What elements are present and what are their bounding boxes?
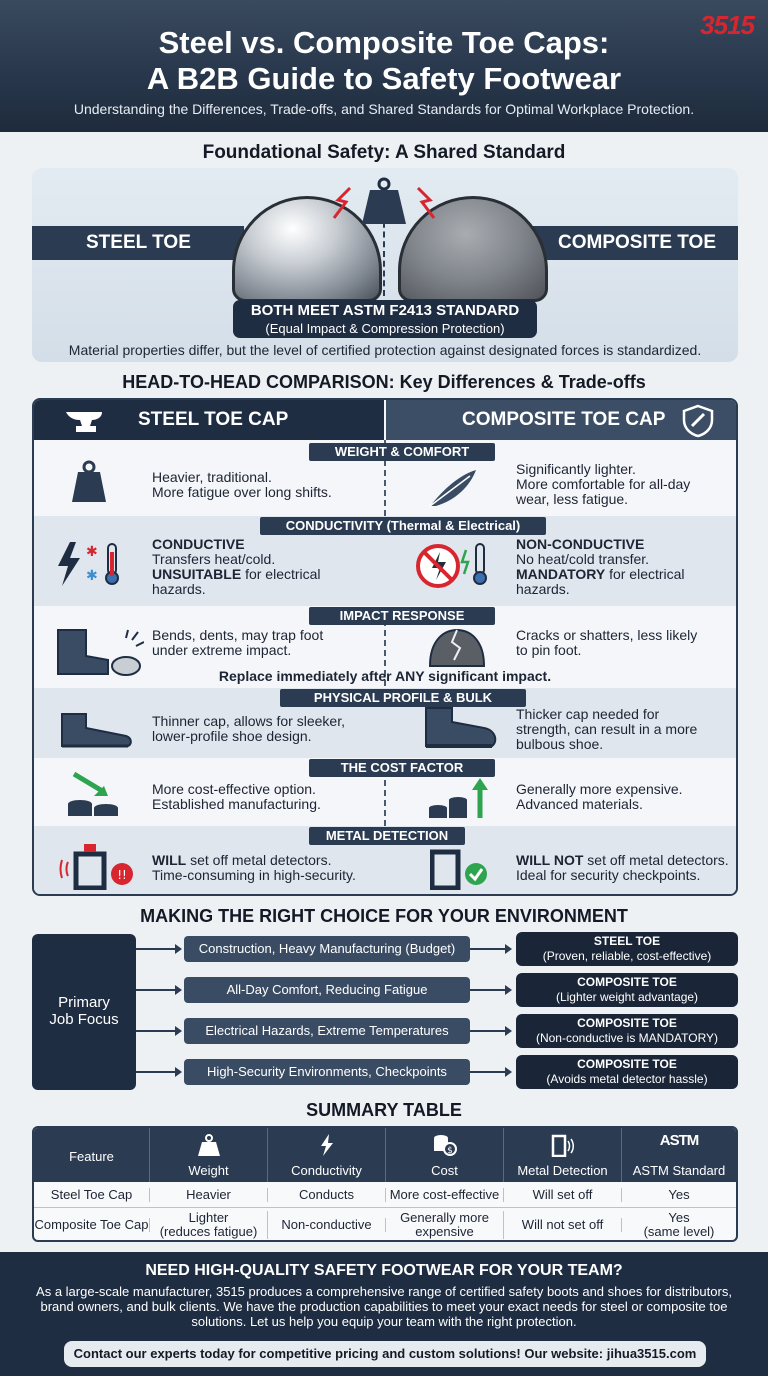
arrow-1-result [470, 948, 510, 950]
table-row [34, 1182, 736, 1208]
foundation-note: Material properties differ, but the level of certified protection against designated forces is standardized. [68, 342, 702, 358]
title-line-1: Steel vs. Composite Toe Caps: [158, 25, 610, 60]
cell-steel-astm: Yes [668, 1187, 690, 1202]
weight-icon [358, 176, 410, 228]
metal-composite-line-1: set off metal detectors. [583, 852, 729, 868]
metal-steel-text [152, 853, 356, 883]
result-2-reason: (Lighter weight advantage) [555, 990, 699, 1004]
impact-composite-line-2: to pin foot. [516, 642, 582, 658]
primary-job-focus [32, 934, 136, 1090]
weight-composite-text [516, 462, 690, 507]
th-conductivity [268, 1128, 386, 1182]
cell-steel-metal: Will set off [504, 1188, 622, 1202]
arrow-3 [136, 1030, 180, 1032]
result-4-title: COMPOSITE TOE [577, 1057, 677, 1071]
th-weight-label: Weight [188, 1163, 229, 1178]
metal-row [34, 826, 736, 896]
cell-line: (reduces fatigue) [159, 1224, 258, 1239]
focus-line-1: Primary [58, 994, 110, 1011]
option-security: High-Security Environments, Checkpoints [184, 1059, 470, 1085]
cost-row [34, 758, 736, 826]
arrow-4-result [470, 1071, 510, 1073]
impact-steel-line-2: under extreme impact. [152, 642, 292, 658]
conductivity-composite-line-2: No heat/cold transfer. [516, 551, 650, 567]
arrow-2-result [470, 989, 510, 991]
footer-cta [0, 1252, 768, 1376]
th-cost-label: Cost [431, 1163, 458, 1178]
anvil-icon [64, 408, 110, 434]
conductivity-composite-text [516, 537, 685, 597]
cost-composite-line-1: Generally more expensive. [516, 781, 683, 797]
metal-pill: METAL DETECTION [309, 827, 465, 845]
conductivity-pill: CONDUCTIVITY (Thermal & Electrical) [260, 517, 546, 535]
weight-composite-line-3: wear, less fatigue. [516, 491, 629, 507]
result-steel-toe [516, 932, 738, 966]
th-feature [34, 1128, 150, 1182]
conductivity-composite-line-3: for electrical [605, 566, 685, 582]
non-conductive-icon [414, 540, 494, 590]
th-feature-label: Feature [69, 1149, 114, 1164]
summary-table [32, 1126, 738, 1242]
cell-steel-conductivity: Conducts [268, 1188, 386, 1202]
comparison-header [34, 400, 736, 440]
comparison-panel [32, 398, 738, 896]
cell-composite-cost [386, 1211, 504, 1239]
lightning-icon [315, 1133, 339, 1157]
result-4-reason: (Avoids metal detector hassle) [546, 1072, 708, 1086]
profile-composite-line-1: Thicker cap needed for [516, 706, 660, 722]
will-not-label: WILL NOT [516, 852, 584, 868]
weight-composite-line-1: Significantly lighter. [516, 461, 636, 477]
coins-dollar-icon [433, 1133, 457, 1157]
feather-icon [426, 466, 480, 510]
cracked-cap-icon [426, 626, 488, 670]
weight-steel-line-2: More fatigue over long shifts. [152, 484, 332, 500]
arrow-2 [136, 989, 180, 991]
table-row [34, 1208, 736, 1242]
weight-pill: WEIGHT & COMFORT [309, 443, 495, 461]
detector-alarm-icon [58, 842, 136, 890]
result-3-reason: (Non-conductive is MANDATORY) [535, 1031, 719, 1045]
impact-steel-line-1: Bends, dents, may trap foot [152, 627, 324, 643]
metal-steel-line-1: set off metal detectors. [186, 852, 332, 868]
impact-composite-line-1: Cracks or shatters, less likely [516, 627, 698, 643]
profile-composite-line-2: strength, can result in a more [516, 721, 698, 737]
detector-pass-icon [430, 844, 492, 890]
impact-row [34, 606, 736, 688]
profile-steel-line-2: lower-profile shoe design. [152, 728, 312, 744]
metal-steel-line-2: Time-consuming in high-security. [152, 867, 356, 883]
weight-steel-text [152, 470, 332, 500]
non-conductive-label: NON-CONDUCTIVE [516, 536, 645, 552]
impact-composite-text [516, 628, 697, 658]
conductivity-steel-line-2: Transfers heat/cold. [152, 551, 276, 567]
cell-line: expensive [415, 1224, 474, 1239]
option-comfort: All-Day Comfort, Reducing Fatigue [184, 977, 470, 1003]
cost-steel-line-2: Established manufacturing. [152, 796, 321, 812]
electric-thermal-icon [54, 540, 124, 588]
profile-composite-text [516, 707, 697, 752]
cell-steel-weight: Heavier [150, 1188, 268, 1202]
shield-icon [682, 404, 714, 438]
impact-spark-right-icon [412, 186, 438, 220]
th-metal-detection [504, 1128, 622, 1182]
astm-badge-title: BOTH MEET ASTM F2413 STANDARD [250, 302, 520, 319]
cost-steel-text [152, 782, 321, 812]
comparison-title: HEAD-TO-HEAD COMPARISON: Key Differences & Trade-offs [122, 372, 646, 392]
impact-steel-text [152, 628, 323, 658]
result-composite-comfort [516, 973, 738, 1007]
svg-text:$: $ [446, 1146, 453, 1156]
cell-line: Yes [668, 1210, 690, 1225]
conductivity-row [34, 516, 736, 606]
subtitle: Understanding the Differences, Trade-offs, and Shared Standards for Optimal Workplace Protection. [73, 101, 695, 117]
composite-column-header: COMPOSITE TOE CAP [386, 400, 736, 440]
impact-spark-left-icon [330, 186, 356, 220]
result-3-title: COMPOSITE TOE [577, 1016, 677, 1030]
brand-logo: 3515 [700, 10, 754, 40]
th-weight [150, 1128, 268, 1182]
th-cost [386, 1128, 504, 1182]
result-1-reason: (Proven, reliable, cost-effective) [542, 949, 712, 963]
astm-badge [233, 300, 537, 338]
weight-composite-line-2: More comfortable for all-day [516, 476, 691, 492]
th-conductivity-label: Conductivity [291, 1163, 362, 1178]
cell-composite-weight [150, 1211, 268, 1239]
cell-steel-cost: More cost-effective [386, 1188, 504, 1202]
th-astm-label: ASTM Standard [632, 1163, 726, 1178]
svg-text:✱: ✱ [86, 544, 98, 560]
cost-composite-line-2: Advanced materials. [516, 796, 643, 812]
cost-pill: THE COST FACTOR [309, 759, 495, 777]
coins-down-icon [64, 770, 134, 820]
conductivity-composite-line-4: hazards. [516, 581, 570, 597]
summary-title: SUMMARY TABLE [306, 1100, 462, 1120]
profile-steel-line-1: Thinner cap, allows for sleeker, [152, 713, 345, 729]
cell-composite-feature: Composite Toe Cap [34, 1217, 149, 1232]
impact-pill: IMPACT RESPONSE [309, 607, 495, 625]
composite-toe-band: COMPOSITE TOE [524, 226, 738, 260]
profile-steel-text [152, 714, 345, 744]
unsuitable-label: UNSUITABLE [152, 566, 242, 582]
will-label: WILL [152, 852, 187, 868]
weight-steel-icon [70, 460, 108, 504]
footer-paragraph: As a large-scale manufacturer, 3515 produces a comprehensive range of certified safety boots and shoes for distributors, brand owners, and bulk clients. We have the production capabilities to meet your exact needs for steel or composite toe solutions. Let us help you equip your team with the right protection. [36, 1284, 732, 1329]
result-1-title: STEEL TOE [593, 934, 661, 948]
astm-icon: ASTM [659, 1132, 699, 1149]
impact-note: Replace immediately after ANY significant impact. [218, 668, 552, 684]
steel-toe-band: STEEL TOE [32, 226, 244, 260]
mandatory-label: MANDATORY [516, 566, 606, 582]
slim-boot-icon [56, 710, 134, 750]
weight-icon [197, 1133, 221, 1157]
weight-steel-line-1: Heavier, traditional. [152, 469, 272, 485]
arrow-1 [136, 948, 180, 950]
option-electrical: Electrical Hazards, Extreme Temperatures [184, 1018, 470, 1044]
arrow-3-result [470, 1030, 510, 1032]
footer-title: NEED HIGH-QUALITY SAFETY FOOTWEAR FOR YOUR TEAM? [145, 1262, 623, 1279]
conductivity-steel-line-3: for electrical [241, 566, 321, 582]
svg-text:✱: ✱ [86, 568, 98, 584]
conductivity-steel-line-4: hazards. [152, 581, 206, 597]
result-2-title: COMPOSITE TOE [577, 975, 677, 989]
foundation-title: Foundational Safety: A Shared Standard [202, 142, 566, 163]
bulky-boot-icon [420, 706, 498, 750]
result-composite-security [516, 1055, 738, 1089]
cell-composite-metal: Will not set off [504, 1218, 622, 1232]
astm-badge-subtitle: (Equal Impact & Compression Protection) [265, 321, 505, 336]
th-astm [622, 1128, 736, 1182]
coins-up-icon [426, 774, 488, 822]
header-banner [0, 0, 768, 132]
profile-composite-line-3: bulbous shoe. [516, 736, 604, 752]
profile-pill: PHYSICAL PROFILE & BULK [280, 689, 526, 707]
profile-row [34, 688, 736, 758]
arrow-4 [136, 1071, 180, 1073]
metal-composite-text [516, 853, 729, 883]
cell-composite-conductivity: Non-conductive [268, 1218, 386, 1232]
title-line-2: A B2B Guide to Safety Footwear [146, 61, 622, 96]
focus-line-2: Job Focus [49, 1011, 119, 1028]
cost-steel-line-1: More cost-effective option. [152, 781, 316, 797]
cell-line: Lighter [188, 1210, 229, 1225]
cost-composite-text [516, 782, 683, 812]
decision-title: MAKING THE RIGHT CHOICE FOR YOUR ENVIRONMENT [140, 906, 628, 926]
cell-line: Generally more [400, 1210, 489, 1225]
option-construction: Construction, Heavy Manufacturing (Budget) [184, 936, 470, 962]
cell-line: (same level) [643, 1224, 715, 1239]
svg-text:!!: !! [117, 868, 127, 882]
contact-link[interactable]: Contact our experts today for competitive pricing and custom solutions! Our website: jihua3515.com [64, 1341, 706, 1367]
weight-row [34, 440, 736, 516]
metal-composite-line-2: Ideal for security checkpoints. [516, 867, 701, 883]
conductive-label: CONDUCTIVE [152, 536, 245, 552]
th-metal-label: Metal Detection [517, 1163, 608, 1178]
cell-composite-astm [622, 1211, 736, 1239]
steel-column-header: STEEL TOE CAP [34, 400, 384, 440]
conductivity-steel-text [152, 537, 321, 597]
cell-steel-feature: Steel Toe Cap [34, 1188, 150, 1202]
detector-icon [551, 1133, 575, 1157]
result-composite-electrical [516, 1014, 738, 1048]
